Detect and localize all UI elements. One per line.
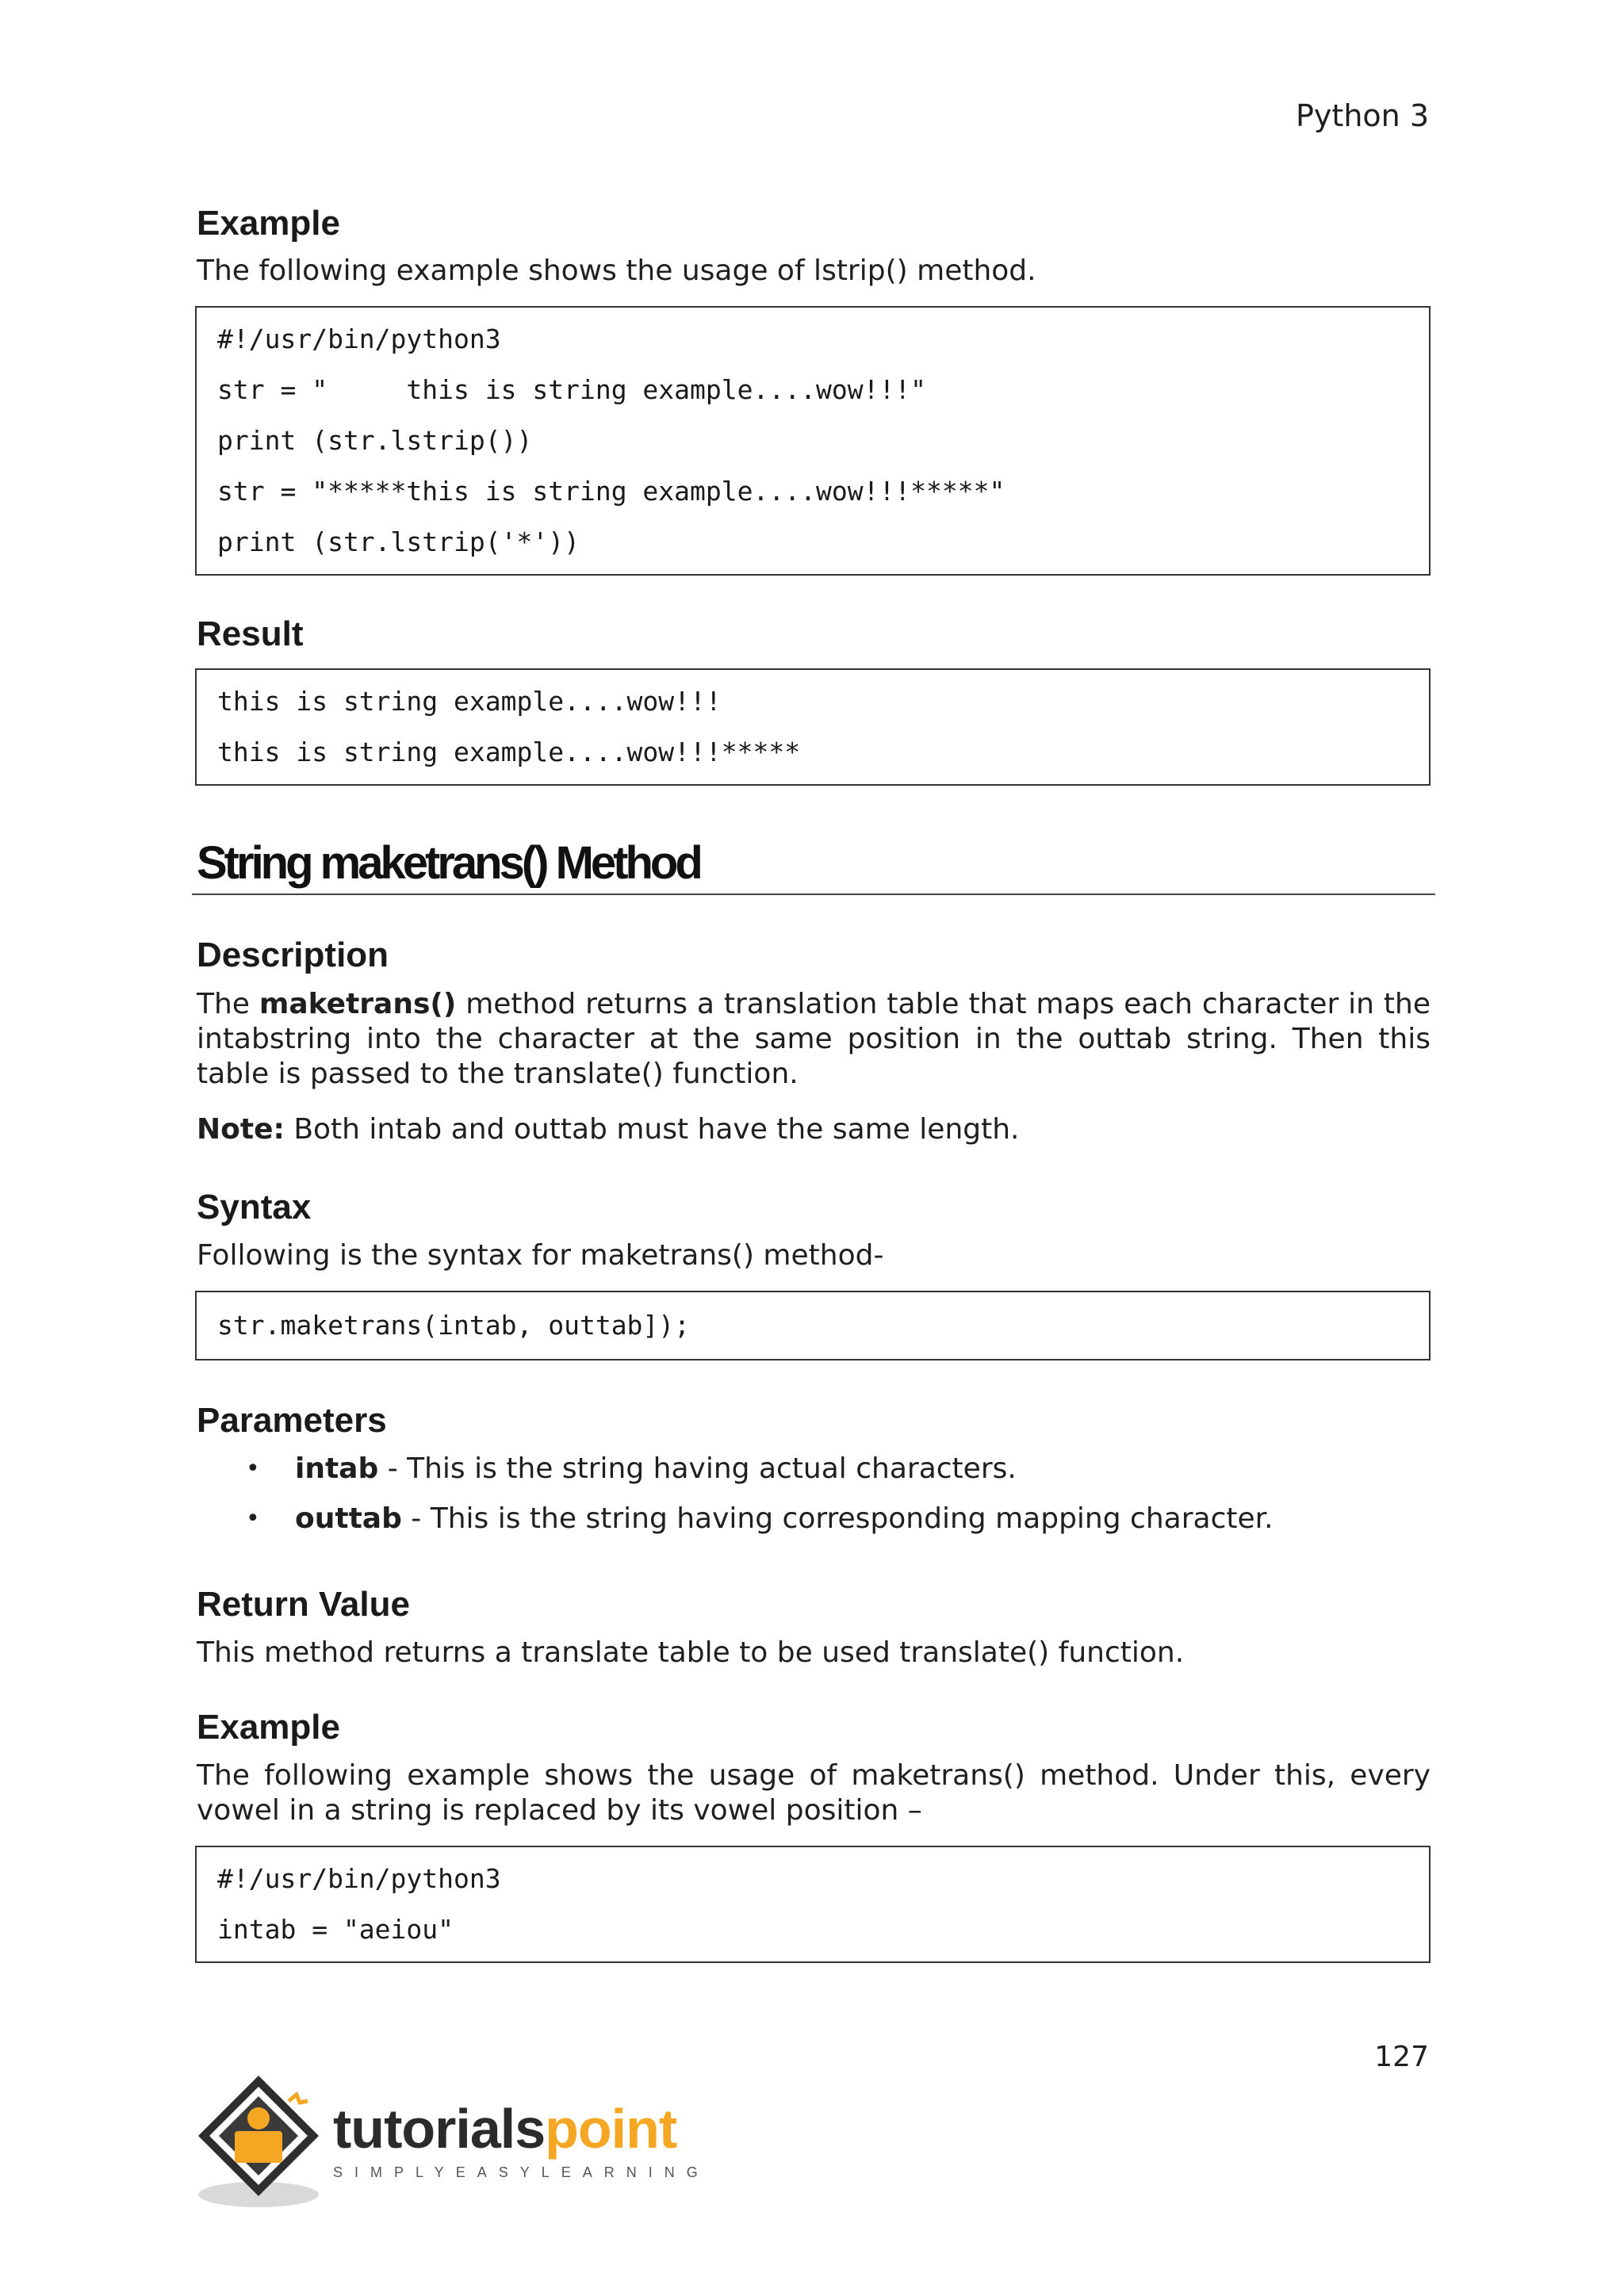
- section-title: String maketrans() Method: [192, 835, 1435, 895]
- list-item: [197, 1502, 1431, 1536]
- logo-book: [235, 2131, 282, 2163]
- code-block-syntax: [195, 1291, 1431, 1360]
- return-value-heading: Return Value: [197, 1584, 410, 1624]
- logo-tagline: SIMPLYEASYLEARNING: [333, 2164, 710, 2180]
- code-line: str.maketrans(intab, outtab]);: [217, 1310, 691, 1341]
- example-heading-2: Example: [197, 1707, 340, 1747]
- tutorialspoint-logo: [193, 2069, 710, 2212]
- description-lead: The: [197, 988, 259, 1021]
- bullet-icon: •: [246, 1454, 260, 1483]
- note-text: Both intab and outtab must have the same length.: [284, 1113, 1020, 1146]
- param-name: outtab: [295, 1502, 402, 1535]
- code-line: str = "*****this is string example....wow!!!*****": [217, 475, 1005, 507]
- bullet-icon: •: [246, 1504, 260, 1533]
- example-heading: Example: [197, 204, 340, 243]
- parameters-heading: Parameters: [197, 1401, 387, 1441]
- param-name: intab: [295, 1452, 379, 1485]
- code-block-maketrans: [195, 1846, 1431, 1963]
- code-block-lstrip: [195, 306, 1431, 576]
- syntax-intro: Following is the syntax for maketrans() method-: [197, 1239, 884, 1272]
- note-label: Note:: [197, 1113, 285, 1146]
- logo-word-left: tutorials: [333, 2098, 546, 2160]
- note-paragraph: [197, 1112, 1431, 1147]
- parameters-list: [197, 1452, 1431, 1536]
- description-text: method returns a translation table that maps each character in the intabstring into the character at the same position in the outtab string. Then this table is passed to the translate() function.: [197, 988, 1431, 1091]
- method-name: maketrans(): [259, 988, 457, 1021]
- code-line: #!/usr/bin/python3: [217, 1862, 501, 1894]
- param-desc: - This is the string having actual characters.: [378, 1452, 1017, 1485]
- code-line: str = " this is string example....wow!!!": [217, 373, 927, 405]
- code-line: #!/usr/bin/python3: [217, 323, 501, 354]
- code-line: print (str.lstrip('*')): [217, 526, 580, 557]
- logo-spark: [289, 2095, 308, 2103]
- code-block-result: [195, 668, 1431, 786]
- code-line: this is string example....wow!!!: [217, 685, 722, 717]
- running-header: Python 3: [1296, 98, 1429, 133]
- example-intro-2: The following example shows the usage of maketrans() method. Under this, every vowel in a string is replaced by its vowel position –: [197, 1758, 1431, 1827]
- param-desc: - This is the string having corresponding mapping character.: [401, 1502, 1274, 1535]
- syntax-heading: Syntax: [197, 1188, 312, 1227]
- description-paragraph: [197, 987, 1431, 1092]
- code-line: print (str.lstrip()): [217, 424, 533, 456]
- description-heading: Description: [197, 935, 389, 974]
- return-value-text: This method returns a translate table to be used translate() function.: [197, 1636, 1185, 1669]
- logo-word-right: point: [545, 2098, 677, 2160]
- list-item: [197, 1452, 1431, 1487]
- code-line: intab = "aeiou": [217, 1913, 454, 1945]
- logo-wordmark: [333, 2098, 677, 2160]
- code-line: this is string example....wow!!!*****: [217, 736, 801, 767]
- example-intro: The following example shows the usage of lstrip() method.: [197, 254, 1036, 287]
- page-content: [197, 198, 1431, 1963]
- page-number: 127: [1374, 2041, 1429, 2073]
- logo-mark-icon: [193, 2069, 336, 2212]
- logo-head: [247, 2107, 270, 2130]
- result-heading: Result: [197, 614, 304, 653]
